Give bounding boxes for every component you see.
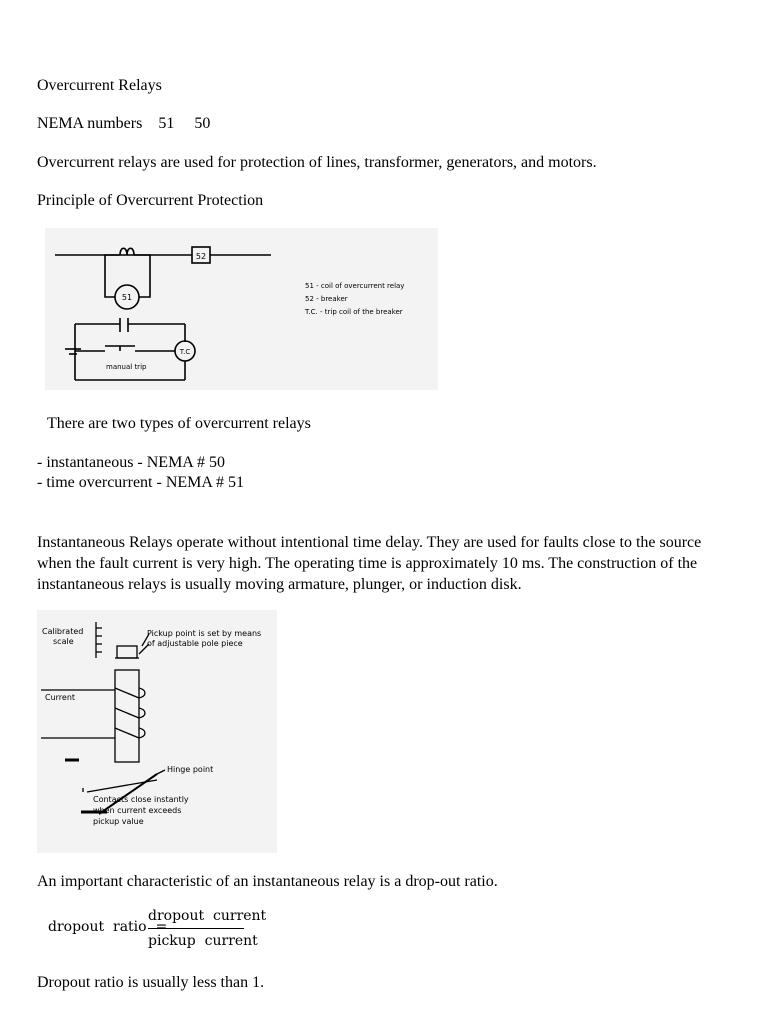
principle-heading: Principle of Overcurrent Protection <box>37 192 264 209</box>
legend-line-3: T.C. - trip coil of the breaker <box>305 308 403 316</box>
overcurrent-protection-diagram <box>45 228 438 390</box>
nema-numbers: NEMA numbers 51 50 <box>37 115 211 132</box>
dropout-note: Dropout ratio is usually less than 1. <box>37 974 265 991</box>
legend-line-1: 51 - coil of overcurrent relay <box>305 282 405 290</box>
dropout-intro: An important characteristic of an instantaneous relay is a drop-out ratio. <box>37 873 498 890</box>
calibrated-label: Calibrated <box>42 627 84 636</box>
types-heading: There are two types of overcurrent relays <box>47 415 311 432</box>
fraction-bar <box>148 928 244 929</box>
legend-line-2: 52 - breaker <box>305 295 348 303</box>
equation-lhs: dropout ratio = <box>48 919 168 935</box>
circuit-drawing <box>45 228 438 390</box>
relay-construction-drawing <box>37 610 277 853</box>
hinge-point-label: Hinge point <box>167 765 214 774</box>
pickup-point-label-2: of adjustable pole piece <box>147 639 243 648</box>
relay-coil-label: 51 <box>121 293 133 302</box>
equation-denominator: pickup current <box>148 933 258 949</box>
contacts-label-2: when current exceeds <box>93 806 182 815</box>
trip-coil-label: T.C <box>179 348 191 356</box>
current-label: Current <box>45 693 76 702</box>
equation-numerator: dropout current <box>148 908 267 924</box>
scale-label: scale <box>53 637 74 646</box>
manual-trip-label: manual trip <box>106 363 147 371</box>
pickup-point-label-1: Pickup point is set by means <box>147 629 262 638</box>
type-time-overcurrent: - time overcurrent - NEMA # 51 <box>37 474 245 491</box>
contacts-label-1: Contacts close instantly <box>93 795 189 804</box>
intro-text: Overcurrent relays are used for protection of lines, transformer, generators, and motors. <box>37 154 597 171</box>
page-title: Overcurrent Relays <box>37 77 162 94</box>
equation-fraction <box>148 906 267 951</box>
instantaneous-paragraph: Instantaneous Relays operate without intentional time delay. They are used for faults close to the source when the fault current is very high. The operating time is approximately 10 ms. The construction of the instantaneous relays is usually moving armature, plunger, or induction disk. <box>37 534 702 593</box>
contacts-label-3: pickup value <box>93 817 144 826</box>
type-instantaneous: - instantaneous - NEMA # 50 <box>37 454 225 471</box>
instantaneous-relay-diagram <box>37 610 277 853</box>
breaker-label: 52 <box>195 252 207 261</box>
